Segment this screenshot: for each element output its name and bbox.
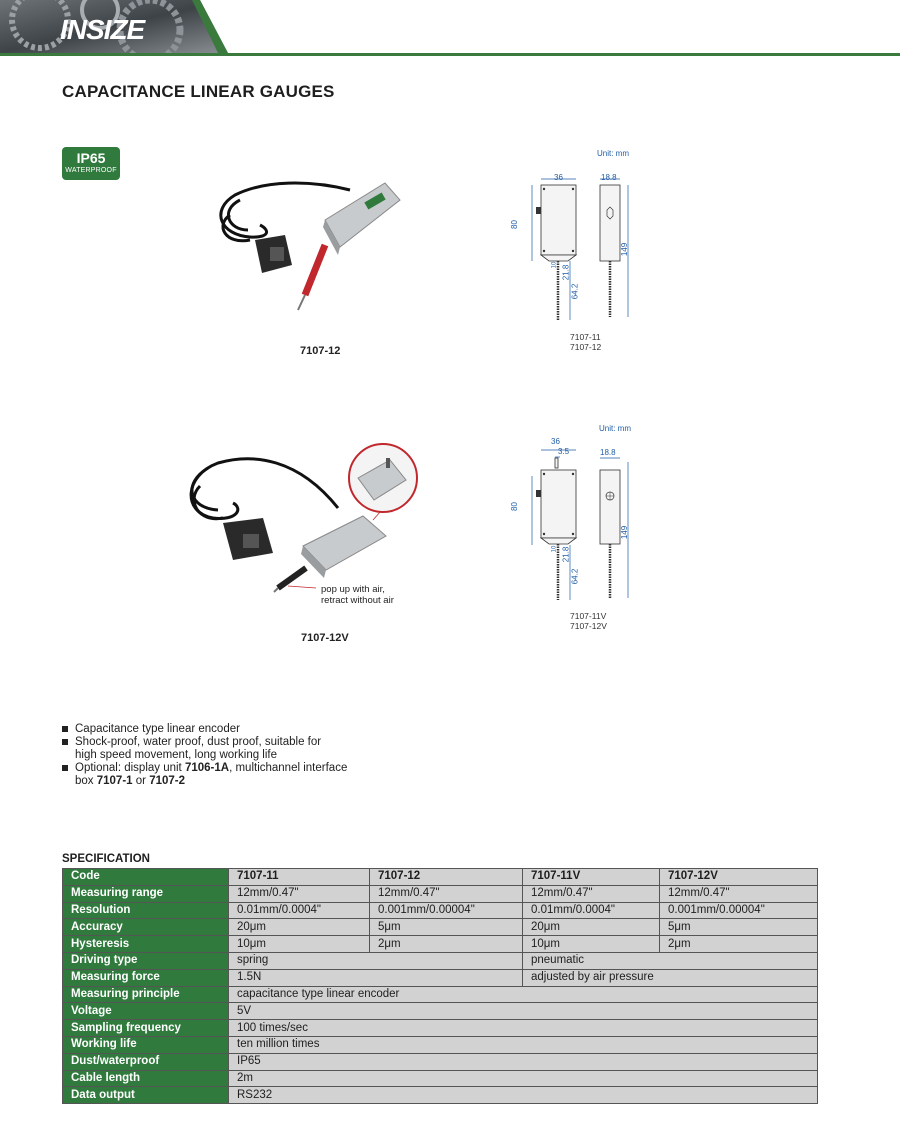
- spec-table: [62, 868, 818, 1104]
- dim-length-1: 149: [620, 242, 630, 257]
- spec-cell: 1.5N: [229, 969, 523, 986]
- feature-item: [62, 736, 382, 762]
- spec-row-label: Dust/waterproof: [63, 1053, 229, 1070]
- spec-row-label: Code: [63, 869, 229, 886]
- spec-cell: 10μm: [523, 936, 660, 953]
- feature-item: [62, 762, 382, 788]
- badge-rating: IP65: [76, 150, 106, 166]
- spec-row: [63, 919, 818, 936]
- spec-cell: 12mm/0.47": [660, 885, 818, 902]
- model-code: 7107-11V: [570, 611, 607, 621]
- spec-row: [63, 1087, 818, 1104]
- spec-model-header: 7107-12: [370, 869, 523, 886]
- spec-cell: 20μm: [229, 919, 370, 936]
- feature-text: Optional: display unit: [75, 762, 185, 774]
- brand-logo: INSIZE: [60, 14, 145, 45]
- spec-cell: 0.001mm/0.00004": [660, 902, 818, 919]
- dim-offset-2: 3.5: [558, 447, 570, 456]
- spec-cell: 5V: [229, 1003, 818, 1020]
- spec-cell: 0.01mm/0.0004": [523, 902, 660, 919]
- dim-small-2: 10: [551, 545, 558, 553]
- spec-cell: 12mm/0.47": [523, 885, 660, 902]
- spec-cell: RS232: [229, 1087, 818, 1104]
- dim-width-2: 36: [551, 437, 560, 446]
- feature-model: 7107-1: [96, 775, 133, 787]
- spec-model-header: 7107-12V: [660, 869, 818, 886]
- spec-row-label: Measuring principle: [63, 986, 229, 1003]
- spec-row: [63, 1036, 818, 1053]
- spec-cell: capacitance type linear encoder: [229, 986, 818, 1003]
- feature-item: [62, 723, 382, 736]
- spec-row-label: Hysteresis: [63, 936, 229, 953]
- spec-cell: 20μm: [523, 919, 660, 936]
- model-list-1: [570, 332, 601, 352]
- feature-text: or: [132, 775, 150, 787]
- spec-model-header: 7107-11V: [523, 869, 660, 886]
- bullet-icon: [62, 739, 68, 745]
- feature-text: high speed movement, long working life: [75, 749, 278, 761]
- model-code: 7107-12: [570, 342, 602, 352]
- spec-model-header: 7107-11: [229, 869, 370, 886]
- dim-width-1: 36: [554, 173, 563, 182]
- spec-cell: 0.01mm/0.0004": [229, 902, 370, 919]
- unit-label-2: Unit: mm: [599, 424, 631, 433]
- spec-row: [63, 1053, 818, 1070]
- spec-header-row: [63, 869, 818, 886]
- dim-stroke-a-2: 21.8: [561, 546, 571, 563]
- dim-stroke-a-1: 21.8: [561, 264, 571, 281]
- spec-cell: 0.001mm/0.00004": [370, 902, 523, 919]
- dim-length-2: 149: [620, 525, 630, 540]
- spec-cell: pneumatic: [523, 952, 818, 969]
- ip65-badge: [62, 147, 120, 180]
- spec-row: [63, 986, 818, 1003]
- header-rule: [0, 53, 900, 56]
- spec-row-label: Measuring force: [63, 969, 229, 986]
- product-photo-7107-12: [210, 175, 410, 320]
- spec-row-label: Voltage: [63, 1003, 229, 1020]
- badge-label: WATERPROOF: [65, 167, 117, 174]
- product-caption-2: 7107-12V: [301, 632, 349, 644]
- spec-row: [63, 969, 818, 986]
- spec-row: [63, 936, 818, 953]
- dim-stroke-b-1: 64.2: [570, 283, 580, 300]
- feature-text: Shock-proof, water proof, dust proof, suitable for: [75, 736, 322, 748]
- spec-cell: adjusted by air pressure: [523, 969, 818, 986]
- spec-row: [63, 1020, 818, 1037]
- spec-cell: 2μm: [660, 936, 818, 953]
- air-note-line: pop up with air,: [321, 584, 385, 595]
- feature-text: box: [75, 775, 97, 787]
- spec-row: [63, 1070, 818, 1087]
- spec-cell: 100 times/sec: [229, 1020, 818, 1037]
- spec-cell: 12mm/0.47": [229, 885, 370, 902]
- dim-depth-2: 18.8: [600, 448, 616, 457]
- spec-row-label: Driving type: [63, 952, 229, 969]
- spec-cell: 5μm: [660, 919, 818, 936]
- spec-title: SPECIFICATION: [62, 853, 150, 865]
- spec-row-label: Data output: [63, 1087, 229, 1104]
- spec-row-label: Resolution: [63, 902, 229, 919]
- spec-row: [63, 902, 818, 919]
- spec-row-label: Sampling frequency: [63, 1020, 229, 1037]
- feature-text: Capacitance type linear encoder: [75, 723, 240, 735]
- spec-row-label: Cable length: [63, 1070, 229, 1087]
- spec-cell: 2m: [229, 1070, 818, 1087]
- air-note-line: retract without air: [321, 595, 394, 606]
- feature-model: 7106-1A: [184, 762, 230, 774]
- spec-cell: 2μm: [370, 936, 523, 953]
- model-code: 7107-11: [570, 332, 601, 342]
- feature-list: [62, 723, 382, 788]
- spec-cell: 5μm: [370, 919, 523, 936]
- model-code: 7107-12V: [570, 621, 607, 631]
- bullet-icon: [62, 726, 68, 732]
- model-list-2: [570, 611, 607, 631]
- spec-cell: 10μm: [229, 936, 370, 953]
- spec-row-label: Working life: [63, 1036, 229, 1053]
- spec-row-label: Accuracy: [63, 919, 229, 936]
- product-caption-1: 7107-12: [300, 345, 341, 357]
- dim-height-2: 80: [509, 502, 519, 511]
- spec-cell: ten million times: [229, 1036, 818, 1053]
- spec-row: [63, 952, 818, 969]
- spec-cell: 12mm/0.47": [370, 885, 523, 902]
- dim-small-1: 10: [551, 261, 558, 269]
- dim-height-1: 80: [509, 220, 519, 229]
- page-title: CAPACITANCE LINEAR GAUGES: [62, 82, 335, 101]
- air-note: [321, 584, 394, 606]
- spec-row: [63, 885, 818, 902]
- dim-stroke-b-2: 64.2: [570, 568, 580, 585]
- spec-cell: IP65: [229, 1053, 818, 1070]
- spec-cell: spring: [229, 952, 523, 969]
- bullet-icon: [62, 765, 68, 771]
- dim-depth-1: 18.8: [601, 173, 617, 182]
- feature-model: 7107-2: [149, 775, 185, 787]
- spec-row: [63, 1003, 818, 1020]
- spec-row-label: Measuring range: [63, 885, 229, 902]
- product-photo-7107-12v: [178, 438, 423, 598]
- unit-label-1: Unit: mm: [597, 149, 629, 158]
- feature-text: , multichannel interface: [229, 762, 348, 774]
